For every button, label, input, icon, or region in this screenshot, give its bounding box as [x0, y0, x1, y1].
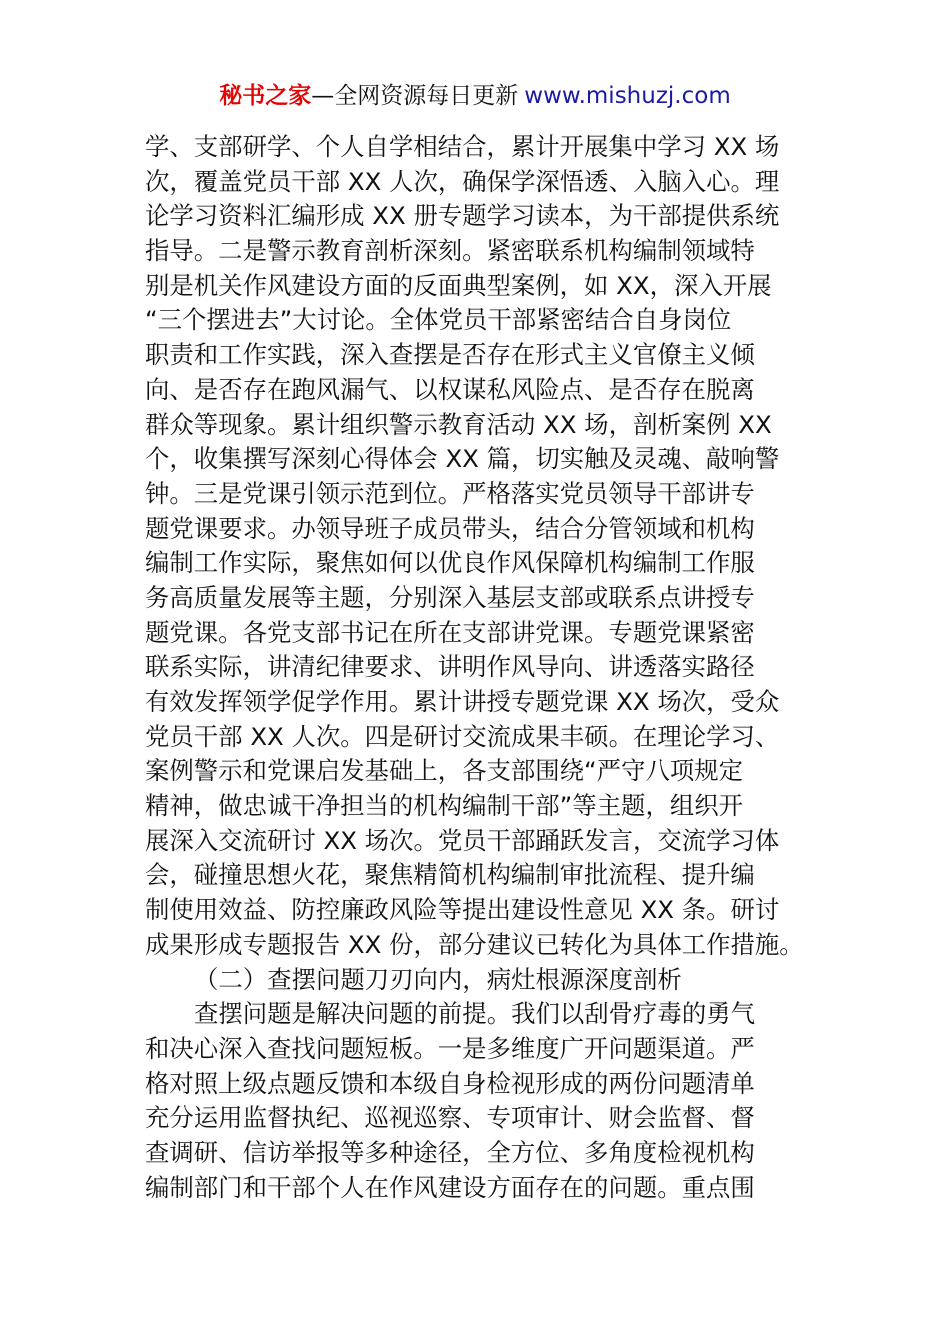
text-line: 务高质量发展等主题，分别深入基层支部或联系点讲授专 — [145, 582, 755, 612]
text-line: 群众等现象。累计组织警示教育活动 XX 场，剖析案例 XX — [145, 409, 772, 439]
text-line: 指导。二是警示教育剖析深刻。紧密联系机构编制领域特 — [145, 236, 755, 266]
text-line: 制使用效益、防控廉政风险等提出建设性意见 XX 条。研讨 — [145, 895, 780, 925]
text-line: 编制部门和干部个人在作风建设方面存在的问题。重点围 — [145, 1172, 755, 1202]
text-line: 编制工作实际，聚焦如何以优良作风保障机构编制工作服 — [145, 548, 755, 578]
document-body — [145, 130, 809, 1205]
text-line: 论学习资料汇编形成 XX 册专题学习读本，为干部提供系统 — [145, 201, 780, 231]
text-line: 党员干部 XX 人次。四是研讨交流成果丰硕。在理论学习、 — [145, 721, 780, 751]
section-heading: （二）查摆问题刀刃向内，病灶根源深度剖析 — [194, 964, 682, 994]
text-line: “三个摆进去”大讨论。全体党员干部紧密结合自身岗位 — [145, 305, 732, 335]
paragraph-start-line: 查摆问题是解决问题的前提。我们以刮骨疗毒的勇气 — [194, 999, 755, 1029]
header-brand: 秘书之家 — [219, 83, 312, 109]
text-line: 联系实际，讲清纪律要求、讲明作风导向、讲透落实路径 — [145, 652, 755, 682]
text-line: 次，覆盖党员干部 XX 人次，确保学深悟透、入脑入心。理 — [145, 166, 780, 196]
text-line: 题党课。各党支部书记在所在支部讲党课。专题党课紧密 — [145, 617, 755, 647]
text-line: 题党课要求。办领导班子成员带头，结合分管领域和机构 — [145, 513, 755, 543]
header-site-link[interactable]: www.mishuzj.com — [524, 83, 731, 109]
text-line: 学、支部研学、个人自学相结合，累计开展集中学习 XX 场 — [145, 132, 780, 161]
text-line: 查调研、信访举报等多种途径，全方位、多角度检视机构 — [145, 1137, 755, 1167]
text-line: 别是机关作风建设方面的反面典型案例，如 XX，深入开展 — [145, 270, 772, 300]
text-line: 格对照上级点题反馈和本级自身检视形成的两份问题清单 — [145, 1068, 755, 1098]
text-line: 个，收集撰写深刻心得体会 XX 篇，切实触及灵魂、敲响警 — [145, 444, 780, 474]
text-line: 展深入交流研讨 XX 场次。党员干部踊跃发言，交流学习体 — [145, 825, 780, 855]
text-line: 充分运用监督执纪、巡视巡察、专项审计、财会监督、督 — [145, 1103, 755, 1133]
text-line: 向、是否存在跑风漏气、以权谋私风险点、是否存在脱离 — [145, 374, 755, 404]
text-line: 会，碰撞思想火花，聚焦精简机构编制审批流程、提升编 — [145, 860, 755, 890]
text-line: 成果形成专题报告 XX 份，部分建议已转化为具体工作措施。 — [145, 929, 804, 959]
text-line: 钟。三是党课引领示范到位。严格落实党员领导干部讲专 — [145, 478, 755, 508]
header-tagline: —全网资源每日更新 — [311, 83, 519, 109]
text-line: 案例警示和党课启发基础上，各支部围绕“严守八项规定 — [145, 756, 744, 786]
page-header — [0, 78, 950, 114]
text-line: 精神，做忠诚干净担当的机构编制干部”等主题，组织开 — [145, 791, 744, 821]
text-line: 和决心深入查找问题短板。一是多维度广开问题渠道。严 — [145, 1033, 755, 1063]
text-line: 有效发挥领学促学作用。累计讲授专题党课 XX 场次，受众 — [145, 687, 780, 716]
text-line: 职责和工作实践，深入查摆是否存在形式主义官僚主义倾 — [145, 340, 755, 370]
